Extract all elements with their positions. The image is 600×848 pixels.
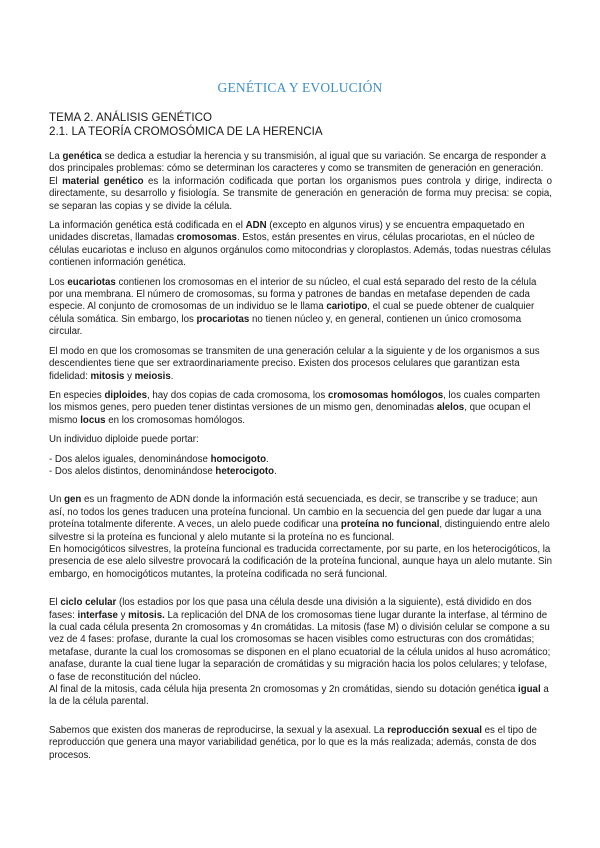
document-body xyxy=(49,151,552,769)
paragraph-reproduccion: Sabemos que existen dos maneras de reproducirse, la sexual y la asexual. La reproducción sexual es el tipo de reproducción que genera una mayor variabilidad genética, por lo que es la más realizada; además, consta de dos procesos. xyxy=(49,724,537,761)
topic-heading: TEMA 2. ANÁLISIS GENÉTICO xyxy=(49,111,213,124)
list-item-heterocigoto: - Dos alelos distintos, denominándose heterocigoto. xyxy=(49,465,277,477)
paragraph-material-genetico: El material genético es la información codificada que portan los organismos pues controla y dirige, indirecta o directamente, su desarrollo y fisiología. Se transmite de generación en generación de forma muy precisa: se copia, se separan las copias y se divide la célula. xyxy=(49,175,552,212)
document-title: GENÉTICA Y EVOLUCIÓN xyxy=(217,80,383,95)
paragraph-adn: La información genética está codificada en el ADN (excepto en algunos virus) y se encuentra empaquetado en unidades discretas, llamadas cromosomas. Estos, están presentes en virus, células procariotas, en el núcleo de células eucariotas e incluso en algunos orgánulos como mitocondrias y cloroplastos. Además, todas nuestras células contienen información genética. xyxy=(49,220,551,269)
list-item-homocigoto: - Dos alelos iguales, denominándose homocigoto. xyxy=(49,453,269,465)
paragraph-gen: Un gen es un fragmento de ADN donde la información está secuenciada, es decir, se transcribe y se traduce; aun así, no todos los genes traducen una proteína funcional. Un cambio en la secuencia del gen puede dar lugar a una proteína totalmente diferente. A veces, un alelo puede codificar una proteína no funcional, distinguiendo entre alelo silvestre si la proteína es funcional y alelo mutante si la proteína no es funcional. xyxy=(49,494,550,543)
paragraph-final-mitosis: Al final de la mitosis, cada célula hija presenta 2n cromosomas y 2n cromátidas, siendo su dotación genética igual a la de la célula parental. xyxy=(49,684,549,708)
paragraph-mitosis-meiosis: El modo en que los cromosomas se transmiten de una generación celular a la siguiente y de los organismos a sus descendientes tiene que ser extraordinariamente preciso. Existen dos procesos celulares que garantizan esta fidelidad: mitosis y meiosis. xyxy=(49,345,540,382)
section-heading: 2.1. LA TEORÍA CROMOSÓMICA DE LA HERENCIA xyxy=(49,125,323,138)
paragraph-ciclo-celular: El ciclo celular (los estadios por los que pasa una célula desde una división a la siguiente), está dividido en dos fases: interfase y mitosis. La replicación del DNA de los cromosomas tiene lugar durante la interfase, al término de la cual cada célula presenta 2n cromosomas y 4n cromátidas. La mitosis (fase M) o división celular se compone a su vez de 4 fases: profase, durante la cual los cromosomas se hacen visibles como estructuras con dos cromátidas; metafase, durante la cual los cromosomas se disponen en el plano ecuatorial de la célula unidos al huso acromático; anafase, durante la cual tiene lugar la separación de cromátidas y su migración hacia los polos celulares; y telofase, o fase de reconstitución del núcleo. xyxy=(49,597,551,683)
paragraph-homocigoticos: En homocigóticos silvestres, la proteína funcional es traducida correctamente, por su parte, en los heterocigóticos, la presencia de ese alelo silvestre provocará la codificación de la proteína funcional, aunque haya un alelo mutante. Sin embargo, en homocigóticos mutantes, la proteína codificada no será funcional. xyxy=(49,543,552,580)
paragraph-diploides: En especies diploides, hay dos copias de cada cromosoma, los cromosomas homólogos, los cuales comparten los mismos genes, pero pueden tener distintas versiones de un mismo gen, denominadas alelos, que ocupan el mismo locus en los cromosomas homólogos. xyxy=(49,389,541,426)
paragraph-genetica: La genética se dedica a estudiar la herencia y su transmisión, al igual que su variación. Se encarga de responder a dos principales problemas: cómo se determinan los caracteres y como se transmiten de generación en generación. xyxy=(49,151,547,175)
paragraph-eucariotas: Los eucariotas contienen los cromosomas en el interior de su núcleo, el cual está separado del resto de la célula por una membrana. El número de cromosomas, su forma y patrones de bandas en metafase dependen de cada especie. Al conjunto de cromosomas de un individuo se le llama cariotipo, el cual se puede obtener de cualquier célula somática. Sin embargo, los procariotas no tienen núcleo y, en general, contienen un único cromosoma circular. xyxy=(49,276,537,338)
paragraph-individuo-diploide: Un individuo diploide puede portar: xyxy=(49,434,199,446)
